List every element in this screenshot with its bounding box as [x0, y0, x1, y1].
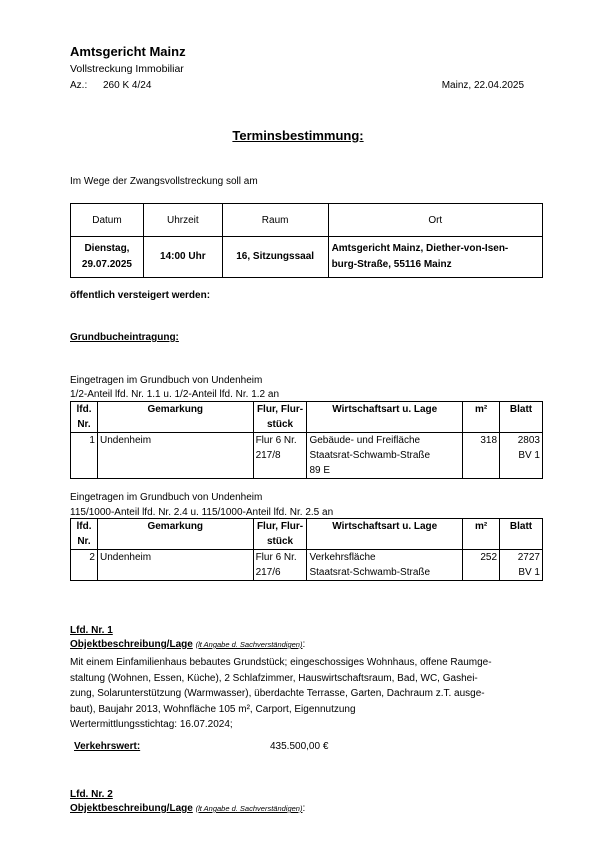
row-blatt: 2803 BV 1 [500, 433, 543, 479]
appointment-table [70, 203, 543, 278]
col-m2: m² [463, 402, 500, 433]
appointment-room: 16, Sitzungssaal [222, 237, 328, 278]
register-header-row [71, 402, 543, 433]
intro-text: Im Wege der Zwangsvollstreckung soll am [70, 176, 258, 187]
appointment-time: 14:00 Uhr [143, 237, 222, 278]
file-number: 260 K 4/24 [103, 80, 152, 91]
market-value-label: Verkehrswert: [74, 741, 141, 752]
col-lfd: lfd. Nr. [71, 402, 98, 433]
place-line-1: Amtsgericht Mainz, Diether-von-Isen- [331, 243, 509, 254]
desc-line: baut), Baujahr 2013, Wohnfläche 105 m², Carport, Eigennutzung [70, 703, 356, 715]
register-table-1 [70, 401, 543, 479]
document-title: Terminsbestimmung: [232, 128, 364, 143]
desc-line: Mit einem Einfamilienhaus bebautes Grundstück; eingeschossiges Wohnhaus, offene Raumge- [70, 657, 492, 668]
row-flur: Flur 6 Nr. 217/6 [253, 550, 307, 581]
row-gemarkung: Undenheim [97, 550, 253, 581]
col-blatt: Blatt [500, 402, 543, 433]
entry2-share: 115/1000-Anteil lfd. Nr. 2.4 u. 115/1000-Anteil lfd. Nr. 2.5 an [70, 507, 334, 518]
row-nr: 1 [71, 433, 98, 479]
appointment-row [71, 237, 543, 278]
entry2-intro: Eingetragen im Grundbuch von Undenheim [70, 492, 263, 503]
desc-line: zung, Solarunterstützung (Warmwasser), überdachte Terrasse, Garten, Dachraum z.T. ausge- [70, 688, 485, 699]
table-row [71, 433, 543, 479]
row-nr: 2 [71, 550, 98, 581]
appointment-date [71, 237, 144, 278]
department: Vollstreckung Immobiliar [70, 63, 184, 75]
row-wirtschaft: Verkehrsfläche Staatsrat-Schwamb-Straße [307, 550, 463, 581]
appointment-place [328, 237, 542, 278]
col-flur: Flur, Flur- stück [253, 519, 307, 550]
register-header-row [71, 519, 543, 550]
market-value: 435.500,00 € [270, 741, 329, 752]
col-gemarkung: Gemarkung [97, 402, 253, 433]
file-number-label: Az.: [70, 80, 88, 91]
date-value: 29.07.2025 [81, 259, 132, 270]
row-m2: 318 [463, 433, 500, 479]
header-raum: Raum [222, 204, 328, 237]
court-name: Amtsgericht Mainz [70, 44, 186, 59]
header-datum: Datum [71, 204, 144, 237]
row-wirtschaft: Gebäude- und Freifläche Staatsrat-Schwamb-Straße 89 E [307, 433, 463, 479]
col-wirtschaft: Wirtschaftsart u. Lage [307, 519, 463, 550]
object2-heading: Lfd. Nr. 2 [70, 789, 113, 800]
col-lfd: lfd. Nr. [71, 519, 98, 550]
desc-line: Wertermittlungsstichtag: 16.07.2024; [70, 719, 233, 730]
place-date: Mainz, 22.04.2025 [441, 80, 524, 91]
table-row [71, 550, 543, 581]
col-gemarkung: Gemarkung [97, 519, 253, 550]
col-wirtschaft: Wirtschaftsart u. Lage [307, 402, 463, 433]
header-ort: Ort [328, 204, 542, 237]
appointment-header-row [71, 204, 543, 237]
col-flur: Flur, Flur- stück [253, 402, 307, 433]
desc-line: staltung (Wohnen, Essen, Küche), 2 Schlafzimmer, Hauswirtschaftsraum, Bad, WC, Gashei- [70, 672, 478, 684]
place-line-2: burg-Straße, 55116 Mainz [331, 259, 452, 270]
row-flur: Flur 6 Nr. 217/8 [253, 433, 307, 479]
entry1-intro: Eingetragen im Grundbuch von Undenheim [70, 375, 263, 386]
entry1-share: 1/2-Anteil lfd. Nr. 1.1 u. 1/2-Anteil lfd. Nr. 1.2 an [70, 389, 279, 400]
register-table-2 [70, 518, 543, 581]
row-gemarkung: Undenheim [97, 433, 253, 479]
object1-desc-label: Objektbeschreibung/Lage (lt Angabe d. Sachverständigen): [70, 639, 306, 650]
col-blatt: Blatt [500, 519, 543, 550]
object1-heading: Lfd. Nr. 1 [70, 625, 113, 636]
row-m2: 252 [463, 550, 500, 581]
object1-description [70, 655, 540, 733]
auction-statement: öffentlich versteigert werden: [70, 290, 211, 301]
land-register-heading: Grundbucheintragung: [70, 332, 179, 343]
date-weekday: Dienstag, [84, 243, 130, 254]
header-uhrzeit: Uhrzeit [143, 204, 222, 237]
object2-desc-label: Objektbeschreibung/Lage (lt Angabe d. Sachverständigen): [70, 803, 306, 814]
col-m2: m² [463, 519, 500, 550]
row-blatt: 2727 BV 1 [500, 550, 543, 581]
